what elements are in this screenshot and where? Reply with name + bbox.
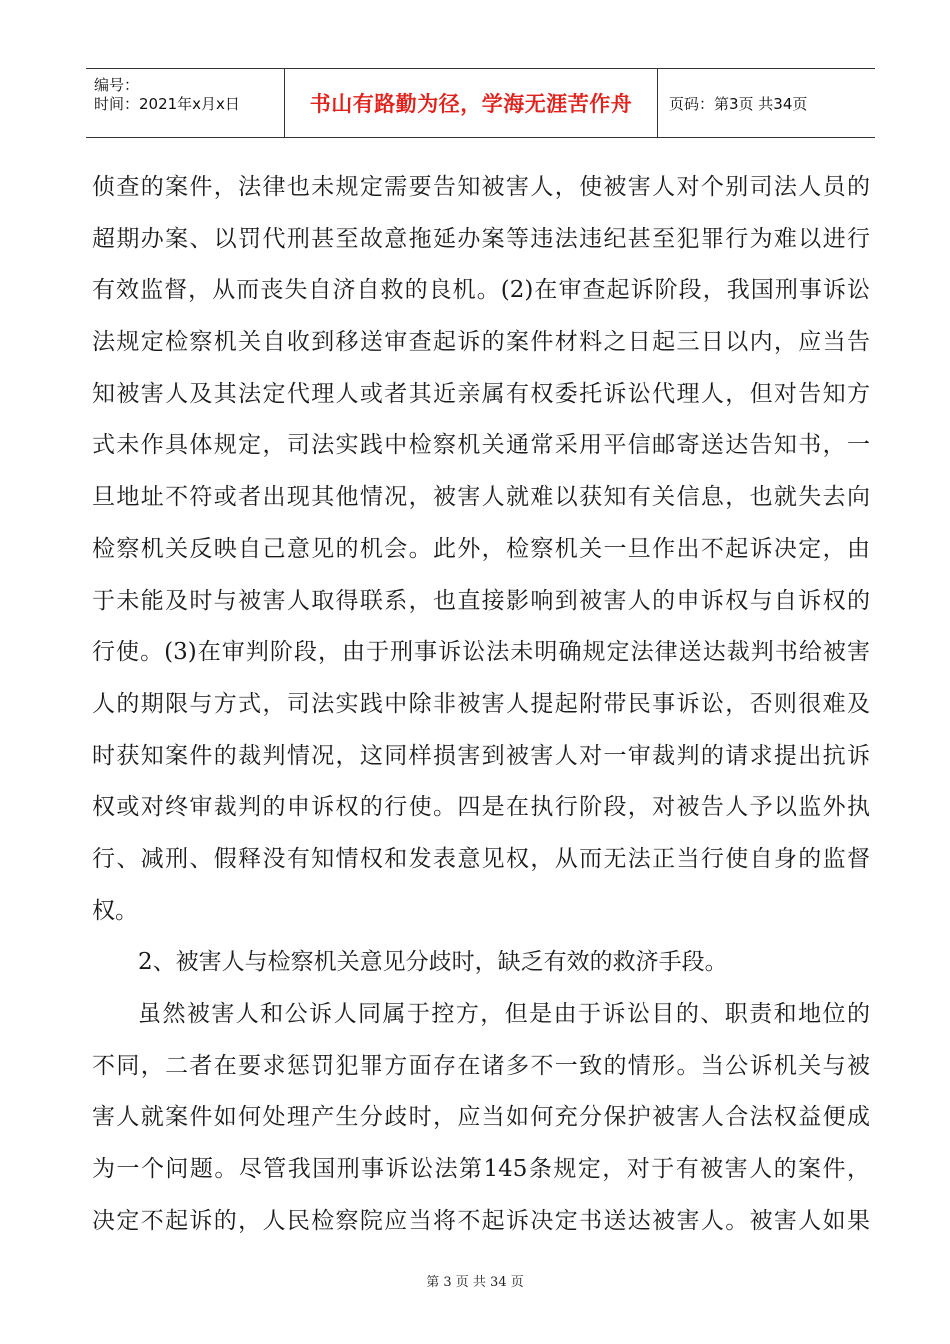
- text-line: 法规定检察机关自收到移送审查起诉的案件材料之日起三日以内，应当告: [92, 329, 870, 356]
- text-line: 有效监督，从而丧失自济自救的良机。(2)在审查起诉阶段，我国刑事诉讼: [92, 277, 870, 304]
- text-line: 超期办案、以罚代刑甚至故意拖延办案等违法违纪甚至犯罪行为难以进行: [92, 225, 870, 252]
- text-line: 于未能及时与被害人取得联系，也直接影响到被害人的申诉权与自诉权的: [92, 587, 870, 614]
- text-line: 人的期限与方式，司法实践中除非被害人提起附带民事诉讼，否则很难及: [92, 690, 870, 717]
- text-line: 检察机关反映自己意见的机会。此外，检察机关一旦作出不起诉决定，由: [92, 535, 870, 562]
- document-body: [92, 162, 870, 1247]
- text-line: 行、减刑、假释没有知情权和发表意见权，从而无法正当行使自身的监督: [92, 845, 870, 872]
- text-line: 侦查的案件，法律也未规定需要告知被害人，使被害人对个别司法人员的: [92, 174, 870, 200]
- header-meta-cell: [86, 69, 284, 137]
- text-line: 虽然被害人和公诉人同属于控方，但是由于诉讼目的、职责和地位的: [138, 1001, 870, 1027]
- motto-text: 书山有路勤为径，学海无涯苦作舟: [309, 92, 633, 116]
- text-line: 式未作具体规定，司法实践中检察机关通常采用平信邮寄送达告知书，一: [92, 432, 870, 459]
- text-line: 为一个问题。尽管我国刑事诉讼法第145条规定，对于有被害人的案件，: [92, 1156, 870, 1183]
- text-line: 时获知案件的裁判情况，这同样损害到被害人对一审裁判的请求提出抗诉: [92, 742, 870, 769]
- page-footer: 第 3 页 共 34 页: [426, 1275, 524, 1290]
- time-label: 时间：2021年x月x日: [94, 95, 240, 113]
- text-line: 旦地址不符或者出现其他情况，被害人就难以获知有关信息，也就失去向: [92, 484, 870, 511]
- number-label: 编号：: [94, 76, 140, 94]
- document-header: [86, 68, 875, 138]
- text-line: 害人就案件如何处理产生分歧时，应当如何充分保护被害人合法权益便成: [92, 1104, 870, 1131]
- text-line: 权或对终审裁判的申诉权的行使。四是在执行阶段，对被告人予以监外执: [92, 794, 870, 821]
- section-heading: 2、被害人与检察机关意见分歧时，缺乏有效的救济手段。: [138, 949, 728, 976]
- page-info: 页码：第3页 共34页: [669, 94, 808, 113]
- text-line: 权。: [92, 897, 138, 924]
- text-line: 行使。(3)在审判阶段，由于刑事诉讼法未明确规定法律送达裁判书给被害: [92, 639, 870, 666]
- text-line: 决定不起诉的，人民检察院应当将不起诉决定书送达被害人。被害人如果: [92, 1207, 870, 1234]
- header-page-cell: [657, 69, 875, 137]
- header-motto-cell: [284, 69, 658, 137]
- text-line: 知被害人及其法定代理人或者其近亲属有权委托诉讼代理人，但对告知方: [92, 380, 870, 407]
- text-line: 不同，二者在要求惩罚犯罪方面存在诸多不一致的情形。当公诉机关与被: [92, 1052, 870, 1079]
